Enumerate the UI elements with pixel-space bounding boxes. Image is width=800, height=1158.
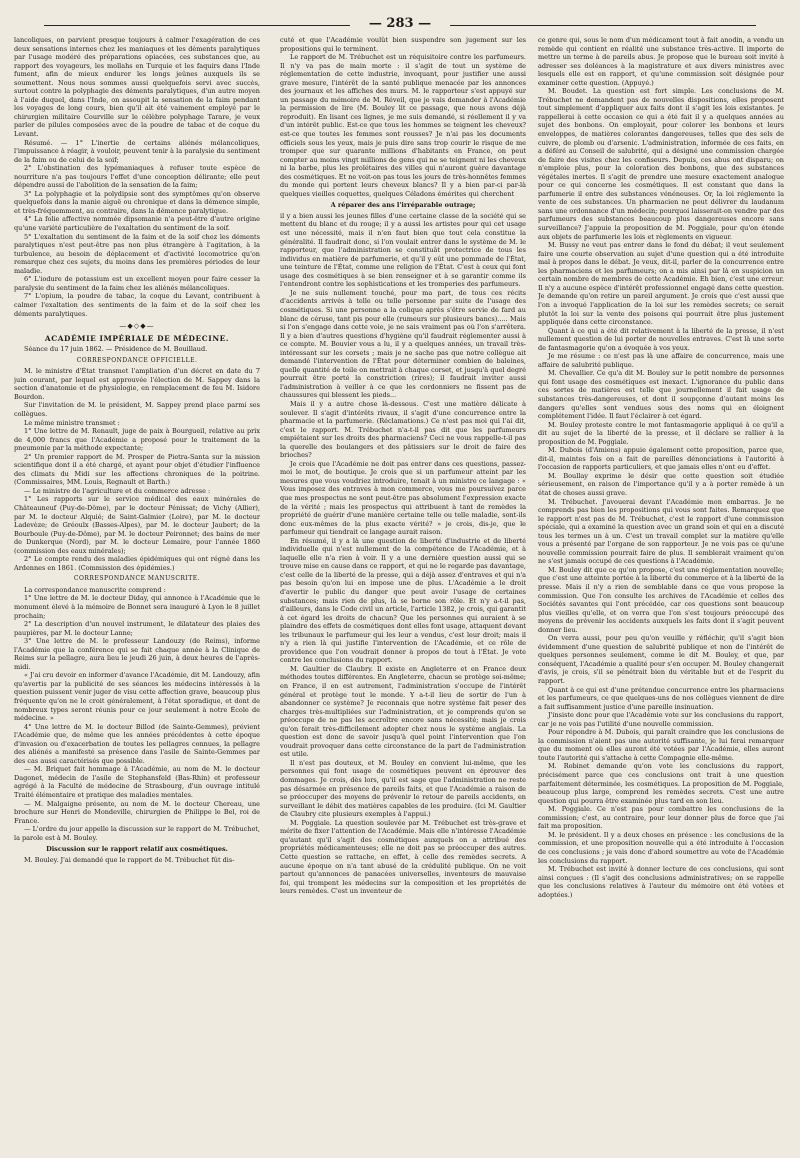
paragraph: M. le président. Il y a deux choses en présence : les conclusions de la commission, et une proposition nouvelle qui a été introduite à l'occasion de ces conclusions ; je vais donc d'abord soumettre au vote de l'Académie les conclusions du rapport. [538,830,784,865]
paragraph: Le rapport de M. Trébuchet est un réquisitoire contre les parfumeurs. Il n'y va pas de main morte : il s'agit de tout un système de réglementation de cette industrie, invoquant, pour justifier une aussi grave mesure, l'intérêt de la santé publique menacée par les annonces des journaux et les affiches des murs. M. le rapporteur s'est appuyé sur un passage du mémoire de M. Réveil, que je vais demander à l'Académie la permission de lire (M. Bouley lit ce passage, que nous avons déjà reproduit). En lisant ces lignes, je me suis demandé, si réellement il y va d'un intérêt public. Est-ce que tous les hommes se teignent les cheveux? est-ce que toutes les femmes sont rousses? Je n'ai pas les documents officiels sous les yeux, mais je puis dire sans trop courir le risque de me tromper que sur quarante millions d'habitants en France, on peut compter au moins vingt millions de gens qui ne se teignent ni les cheveux ni la barbe, plus les prolétaires des villes qui n'auront guère davantage des cosmétiques. Et ne voit-on pas tous les jours de très-honnêtes femmes du monde qui portent leurs cheveux blancs? Il y a bien par-ci par-là quelques vieilles coquettes, quelques Céladons émérites qui cherchent [280,53,526,198]
paragraph: 5° L'exaltation du sentiment de la faim et de la soif chez les déments paralytiques n'est peut-être pas non plus étrangère à l'agitation, à la turbulence, au besoin de déplacement et d'activité locomotrice qu'on remarque chez ces sujets, du moins dans les premières périodes de leur maladie. [14,232,260,275]
paragraph: Je crois que l'Académie ne doit pas entrer dans ces questions, passez-moi le mot, de boutique. Je crois que si un parfumeur atteint par les mesures que vous voudriez introduire, tenait à un ministre ce langage : « Vous imposez des entraves à mon commerce, vous me poursuivez parce que mes prospectus ne sont peut-être pas absolument l'expression exacte de la vérité ; mais les prospectus qui attribuent à tant de remèdes la propriété de guérir d'une manière certaine telle ou telle maladie, sont-ils donc eux-mêmes de la plus exacte vérité? » je crois, dis-je, que le parfumeur qui tiendrait ce langage aurait raison. [280,459,526,537]
paragraph: ce genre qui, sous le nom d'un médicament tout à fait anodin, a vendu un remède qui contient en réalité une substance très-active. Il importe de mettre un terme à de pareils abus. Je propose que le bureau soit invité à adresser ses doléances à la magistrature et aux divers ministres avec lesquels elle est en rapport, et qu'une commission soit désignée pour examiner cette question. (Appuyé.) [538,36,784,87]
paragraph: 1° Une lettre de M. Renault, juge de paix à Bourgueil, relative au prix de 4,000 francs que l'Académie a proposé pour le traitement de la pneumonie par la méthode expectante; [14,427,260,453]
paragraph: 2° L'obstination des lypémaniaques à refuser toute espèce de nourriture n'a pas toujours l'effet d'une conception délirante; elle peut dépendre aussi de l'abolition de la sensation de la faim; [14,164,260,190]
section-title: ACADÉMIE IMPÉRIALE DE MÉDECINE. [44,333,230,343]
column-3 [538,36,784,1151]
header-rule-left [44,25,350,26]
paragraph: M. Boullay exprime le désir que cette question soit étudiée sérieusement, en raison de l'importance qu'il y a à porter remède à un état de choses aussi grave. [538,471,784,497]
paragraph: — M. Briquet fait hommage à l'Académie, au nom de M. le docteur Dagonet, médecin de l'asile de Stephansfeld (Bas-Rhin) et professeur agrégé à la Faculté de médecine de Strasbourg, d'un ouvrage intitulé Traité élémentaire et pratique des maladies mentales. [14,765,260,800]
paragraph: M. Bussy ne veut pas entrer dans le fond du débat; il veut seulement faire une courte observation au sujet d'une question qui a été introduite mal à propos dans le débat. Je veux, dit-il, parler de la concurrence entre les pharmaciens et les parfumeurs; on a mis ainsi par là en suspicion un certain nombre de membres de cette Académie. Eh bien, c'est une erreur. Il n'y a aucune espèce d'intérêt professionnel engagé dans cette question. Je demande qu'on retire un pareil argument. Je crois que c'est aussi que l'on a invoqué l'application de la loi sur les remèdes secrets; ce serait plutôt la loi sur la vente des poisons qui pourrait être plus justement appliquée dans cette circonstance. [538,241,784,327]
paragraph: — Le ministre de l'agriculture et du commerce adresse : [24,486,211,495]
paragraph: 7° L'opium, la poudre de tabac, la coque du Levant, contribuent à calmer l'exaltation des sentiments de la faim et de la soif chez les déments paralytiques. [14,292,260,318]
paragraph: M. Bouley dit que ce qu'on propose, c'est une réglementation nouvelle; que c'est une atteinte portée à la liberté du commerce et à la liberté de la presse. Mais il n'y a rien de semblable dans ce que vous propose la commission. Que l'on consulte les archives de l'Académie et celles des Sociétés savantes qui l'ont précédée, car ces questions sont beaucoup plus vieilles qu'elle, et on verra que l'on s'est toujours préoccupé des moyens de prévenir les accidents auxquels les faits dont il s'agit peuvent donner lieu. [538,565,784,634]
paragraph: M. Trébuchet est invité à donner lecture de ces conclusions, qui sont ainsi conçues : (Il s'agit des conclusions administratives; on se rappelle que les conclusions relatives à l'auteur du mémoire ont été votées et adoptées.) [538,865,784,899]
paragraph: M. Trébuchet. J'avouerai devant l'Académie mon embarras. Je ne comprends pas bien les propositions qui vous sont faites. Remarquez que le rapport n'est pas de M. Trébuchet, c'est le rapport d'une commission spéciale, qui a examiné la question avec un grand soin et qui en a discuté tous les termes un à un. C'est un travail complet sur la matière qu'elle vous a présenté par l'organe de son rapporteur. Je ne vois pas ce qu'une nouvelle commission pourrait faire de plus. Il semblerait vraiment qu'on ne s'est jamais occupé de ces questions à l'Académie. [538,497,784,566]
paragraph: M. Chevallier. Ce qu'a dit M. Bouley sur le petit nombre de personnes qui font usage des cosmétiques est inexact. L'ignorance du public dans ces sortes de matières est telle que journellement il fait usage de substances très-dangereuses, et dont il soupçonne d'autant moins les dangers qu'elles sont vendues sous des noms qui en éloignent complétement l'idée. Il faut l'éclairer à cet égard. [538,369,784,421]
paragraph: — M. Malgaigne présente, au nom de M. le docteur Chereau, une brochure sur Henri de Mondeville, chirurgien de Philippe le Bel, roi de France. [14,799,260,825]
paragraph: 2° Un premier rapport de M. Prosper de Pietra-Santa sur la mission scientifique dont il a été chargé, et ayant pour objet d'étudier l'influence des climats du Midi sur les affections chroniques de la poitrine. (Commissaires, MM. Louis, Regnault et Barth.) [14,452,260,487]
paragraph: Mais il y a autre chose là-dessous. C'est une matière délicate à soulever. Il s'agit d'intérêts rivaux, il s'agit d'une concurrence entre la pharmacie et la parfumerie. (Réclamations.) Ce n'est pas moi qui l'ai dit, c'est le rapport. M. Trébuchet n'a-t-il pas dit que les parfumeurs empiétaient sur les droits des pharmaciens? Ceci ne vous rappelle-t-il pas la querelle des boulangers et des pâtissiers sur le droit de faire des brioches? [280,399,526,460]
paragraph: il y a bien aussi les jeunes filles d'une certaine classe de la société qui se mettent du blanc et du rouge; il y a aussi les artistes pour qui cet usage est une nécessité, mais il n'en faut bien que tout cela constitue la généralité. Il faudrait donc, si l'on voulait entrer dans le système de M. le rapporteur, que l'administration se constituât protectrice de tous les individus en matière de parfumerie, et qu'il y eût une pommade de l'État, une teinture de l'État, comme une religion de l'État. C'est à ceux qui font usage des cosmétiques à se bien renseigner et à se garantir comme ils l'entendront contre les sophistications et les tromperies des parfumeurs. [280,211,526,289]
paragraph: M. Poggiale. Ce n'est pas pour combattre les conclusions de la commission; c'est, au contraire, pour leur donner plus de force que j'ai fait ma proposition. [538,805,784,831]
paragraph: J'insiste donc pour que l'Académie vote sur les conclusions du rapport, car je ne vois pas l'utilité d'une nouvelle commission. [538,711,784,728]
paragraph: Le même ministre transmet : [24,418,120,427]
paragraph: Je me résume : ce n'est pas là une affaire de concurrence, mais une affaire de salubrité publique. [538,352,784,369]
page-number: — 283 — [368,16,432,31]
paragraph: M. Bouley. J'ai demandé que le rapport de M. Trébuchet fût dis- [24,855,235,864]
paragraph: 2° Le compte rendu des maladies épidémiques qui ont régné dans les Ardennes en 1861. (Commission des épidémies.) [14,555,260,572]
paragraph: En résumé, il y a là une question de liberté d'industrie et de liberté individuelle qui n'est nullement de la compétence de l'Académie, et à laquelle elle n'a rien à voir. Il y a une dernière question aussi qui se trouve mise en cause dans ce rapport, et qui ne le regarde pas davantage, c'est celle de la liberté de la presse, qui a déjà assez d'entraves et qui n'a pas besoin qu'on lui en impose une de plus. L'Académie a le droit d'avertir le public du danger que peut avoir l'usage de certaines substances; mais rien de plus, là se borne son rôle. Et n'y a-t-il pas, d'ailleurs, dans le Code civil un article, l'article 1382, je crois, qui garantit à cet égard les droits de chacun? Que les personnes qui auraient à se plaindre des effets de cosmétiques dont elles font usage, attaquent devant les tribunaux le parfumeur qui les leur a vendus, c'est leur droit; mais il n'y a rien là qui justifie l'intervention de l'Académie, et ce rôle de providence que l'on voudrait donner à propos de tout à l'État. Je vote contre les conclusions du rapport. [280,536,526,665]
paragraph: M. Poggiale. La question soulevée par M. Trébuchet est très-grave et mérite de fixer l'attention de l'Académie. Mais elle n'intéresse l'Académie qu'autant qu'il s'agit des cosmétiques auxquels on a attribué des propriétés médicamenteuses; elle ne doit pas se préoccuper des autres. Cette question se rattache, en effet, à celle des remèdes secrets. A aucune époque on n'a tant abusé de la crédulité publique. On ne voit partout qu'annonces de panacées universelles, inventeurs de mauvaise foi, qui trompent les médecins sur la composition et les propriétés de leurs remèdes. C'est un inventeur de [280,818,526,896]
subsection-title: CORRESPONDANCE MANUSCRITE. [73,575,201,583]
paragraph: 3° Une lettre de M. le professeur Landouzy (de Reims), informe l'Académie que la conférence qui se fait chaque année à la Clinique de Reims sur la pellagre, aura lieu le jeudi 26 juin, à deux heures de l'après-midi. [14,637,260,671]
paragraph: — L'ordre du jour appelle la discussion sur le rapport de M. Trébuchet, la parole est à M. Bouley. [14,825,260,842]
paragraph: Sur l'invitation de M. le président, M. Sappey prend place parmi ses collègues. [14,401,260,418]
page-header [0,16,800,36]
paragraph: 1° Une lettre de M. le docteur Diday, qui annonce à l'Académie que le monument élevé à la mémoire de Bonnet sera inauguré à Lyon le 8 juillet prochain; [14,594,260,620]
paragraph: 3° La polyphagie et la polydipsie sont des symptômes qu'on observe quelquefois dans la manie aiguë ou chronique et dans la démence simple, et très-fréquemment, au contraire, dans la démence paralytique. [14,189,260,215]
paragraph: Quant à ce qui a été dit relativement à la liberté de la presse, il n'est nullement question de lui porter de nouvelles entraves. C'est là une sorte de fantasmagorie qu'on a évoquée à vos yeux. [538,326,784,352]
column-1 [14,36,260,1151]
paragraph: Quant à ce qui est d'une prétendue concurrence entre les pharmaciens et les parfumeurs, ce que quelques-uns de nos collègues viennent de dire a fait suffisamment justice d'une pareille insinuation. [538,685,784,711]
paragraph: M. Dubois (d'Amiens) appuie également cette proposition, parce que, dit-il, maintes fois on a fait de pareilles dénonciations à l'autorité à l'occasion de rapports particuliers, et que jamais elles n'ont eu d'effet. [538,446,784,472]
paragraph: 6° L'iodure de potassium est un excellent moyen pour faire cesser la paralysie du sentiment de la faim chez les aliénés mélancoliques. [14,275,260,292]
discussion-title: Discussion sur le rapport relatif aux cosmétiques. [46,845,228,854]
paragraph: 4° La folie affective nommée dipsomanie n'a peut-être d'autre origine qu'une variété particulière de l'exaltation du sentiment de la soif. [14,215,260,233]
subsection-title: CORRESPONDANCE OFFICIELLE. [76,356,198,364]
paragraph: cuté et que l'Académie voulût bien suspendre son jugement sur les propositions qui le terminent. [280,36,526,53]
paragraph: M. Boudet. La question est fort simple. Les conclusions de M. Trébuchet ne demandent pas de nouvelles dispositions, elles proposent tout simplement d'appliquer aux faits dont il s'agit les lois existantes. Je rappellerai à cette occasion ce qui a été fait il y a quelques années au sujet des bonbons. On employait, pour colorer les bonbons et leurs enveloppes, de matières colorantes dangereuses, telles que des sels de cuivre, de plomb ou d'arsenic. L'administration, informée de ces faits, en a déféré au Conseil de salubrité, qui a désigné une commission chargée de faire des visites chez les confiseurs. Depuis, ces abus ont disparu; on n'emploie plus, pour la coloration des bonbons, que des substances végétales inertes. Il s'agit de prendre une mesure exactement analogue pour ce qui concerne les cosmétiques. Il est constant que dans la parfumerie il entre des substances vénéneuses. Or, la loi réglemente la vente de ces substances. Un pharmacien ne peut délivrer du laudanum sans une ordonnance d'un médecin; pourquoi laisserait-on vendre par des parfumeurs des substances beaucoup plus dangereuses encore sans surveillance? J'appuie la proposition de M. Poggiale, pour qu'on étende aux objets de parfumerie les lois et règlements en vigueur. [538,87,784,241]
paragraph: Je ne suis nullement touché, pour ma part, de tous ces récits d'accidents arrivés à telle ou telle personne par suite de l'usage des cosmétiques. Si une personne a la colique après s'être servie de fard au blanc de céruse, tant pis pour elle (rumeurs sur plusieurs bancs)..... Mais si l'on s'engage dans cette voie, je ne sais vraiment pas où l'on s'arrêtera. Il y a bien d'autres questions d'hygiène qu'il faudrait réglementer aussi à ce compte. M. Bouvier vous a lu, il y a quelques années, un travail très-intéressant sur les corsets ; mais je ne sache pas que notre collègue ait demandé l'intervention de l'État pour déterminer combien de baleines, quelle quantité de toile on mettrait à chaque corset, et jusqu'à quel degré pourrait être porté la constriction (rires); il faudrait inviter aussi l'administration à veiller à ce que les cordonniers ne fissent pas de chaussures qui blessent les pieds... [280,288,526,400]
paragraph: M. Bouley proteste contre le mot fantasmagorie appliqué à ce qu'il a dit au sujet de la liberté de la presse, et il déclare se rallier à la proposition de M. Poggiale. [538,420,784,446]
paragraph: 4° Une lettre de M. le docteur Billod (de Sainte-Gemmes), prévient l'Académie que, de même que les années précédentes à cette époque d'invasion ou d'exacerbation de toutes les pellagres connues, la pellagre des aliénés a manifesté sa présence dans l'asile de Sainte-Gemmes par des cas aussi caractérisés que possible. [14,722,260,765]
paragraph: Il n'est pas douteux, et M. Bouley en convient lui-même, que les personnes qui font usage de cosmétiques peuvent en éprouver des dommages. Je crois, dès lors, qu'il est sage que l'administration ne reste pas désarmée en présence de pareils faits, et que l'Académie a raison de se préoccuper des moyens de prévenir le retour de pareils accidents, en surveillant le débit des matières capables de les produire. (Ici M. Gaultier de Claubry cite plusieurs exemples à l'appui.) [280,758,526,819]
paragraph: « J'ai cru devoir en informer d'avance l'Académie, dit M. Landouzy, afin qu'avertis par la publicité de ses séances les médecins intéressés à la question puissent venir juger de visu cette affection grave, beaucoup plus fréquente qu'on ne le croit généralement, à l'état sporadique, et dont de nombreux types seront réunis pour ce jour seulement à notre École de médecine. » [14,671,260,723]
paragraph: Pour répondre à M. Dubois, qui paraît craindre que les conclusions de la commission n'aient pas une autorité suffisante, je lui ferai remarquer que du moment où elles auront été votées par l'Académie, elles auront toute l'autorité qui s'attache à cette Compagnie elle-même. [538,728,784,762]
ornament-divider: —◆◇◆— [119,322,155,331]
paragraph: On verra aussi, pour peu qu'on veuille y réfléchir, qu'il s'agit bien évidemment d'une question de salubrité publique et non de l'intérêt de quelques personnes seulement, comme le dit M. Bouley, et que, par conséquent, l'Académie a qualité pour s'en occuper. M. Bouley changerait d'avis, je crois, s'il se pénétrait bien du véritable but et de l'esprit du rapport. [538,634,784,686]
seance-line: Séance du 17 juin 1862. — Présidence de M. Bouillaud. [24,345,208,354]
paragraph: 1° Les rapports sur le service médical des eaux minérales de Châteauneuf (Puy-de-Dôme), par le docteur Pénissat; de Vichy (Allier), par M. le docteur Alquié; de Saint-Galmier (Loire), par M. le docteur Ladevèze; de Gréoulx (Basses-Alpes), par M. le docteur Jaubert; de la Bourboule (Puy-de-Dôme), par M. le docteur Peironnet; des bains de mer de Dunkerque (Nord), par M. le docteur Lemaire, pour l'année 1860 (commission des eaux minérales); [14,495,260,555]
paragraph: M. Robinet demande qu'on vote les conclusions du rapport, précisément parce que ces conclusions ont trait à une question parfaitement déterminée, les cosmétiques. La proposition de M. Poggiale, beaucoup plus large, comprend les remèdes secrets. C'est une autre question qui pourra être examinée plus tard en son lieu. [538,762,784,805]
column-2 [280,36,526,1151]
paragraph: La correspondance manuscrite comprend : [24,585,166,594]
paragraph: M. Gaultier de Claubry. Il existe en Angleterre et en France deux méthodes toutes différentes. En Angleterre, chacun se protège soi-même; en France, il en est autrement, l'administration s'occupe de l'intérêt général et protège tout le monde. Y a-t-il lieu de sortir de l'un à abandonner ce système? Je reconnais que notre système fait peser des charges très-multipliées sur l'administration, et je comprends qu'on se préoccupe de ne pas les accroître encore sans nécessité; mais je crois qu'on ferait très-difficilement adopter chez nous le système anglais. La question est donc de savoir jusqu'à quel point l'intervention que l'on voudrait provoquer dans cette circonstance de la part de l'administration est utile. [280,664,526,759]
paragraph: 2° La description d'un nouvel instrument, le dilatateur des plaies des paupières, par M. le docteur Lanne; [14,620,260,637]
paragraph: Résumé. — 1° L'inertie de certains aliénés mélancoliques, l'impuissance à réagir, à vouloir, peuvent tenir à la paralysie du sentiment de la faim ou de celui de la soif; [14,138,260,164]
header-rule-right [450,25,756,26]
verse-quote: A réparer des ans l'irréparable outrage; [330,201,476,210]
paragraph: lancoliques, on parvient presque toujours à calmer l'exagération de ces deux sensations internes chez les maniaques et les déments paralytiques par l'usage modéré des préparations opiacées, ces substances que, au rapport des voyageurs, les mollahs en Turquie et les faquirs dans l'Inde fument, afin de mieux endurer les longs jeûnes auxquels ils se soumettent. Nous nous sommes aussi quelquefois servi avec succès, surtout contre la polyphagie des déments paralytiques, d'un autre moyen à l'aide duquel, dans l'Inde, on assoupit la sensation de la faim pendant les voyages de long cours, bien qu'il ait été vainement employé par le chirurgien militaire Courville sur le célèbre polyphage Tarare, je veux parler de pilules composées avec de la poudre de tabac et de coque du Levant. [14,36,260,139]
paragraph: M. le ministre d'État transmet l'ampliation d'un décret en date du 7 juin courant, par lequel est approuvée l'élection de M. Sappey dans la section d'anatomie et de physiologie, en remplacement de feu M. Isidore Bourdon. [14,367,260,401]
